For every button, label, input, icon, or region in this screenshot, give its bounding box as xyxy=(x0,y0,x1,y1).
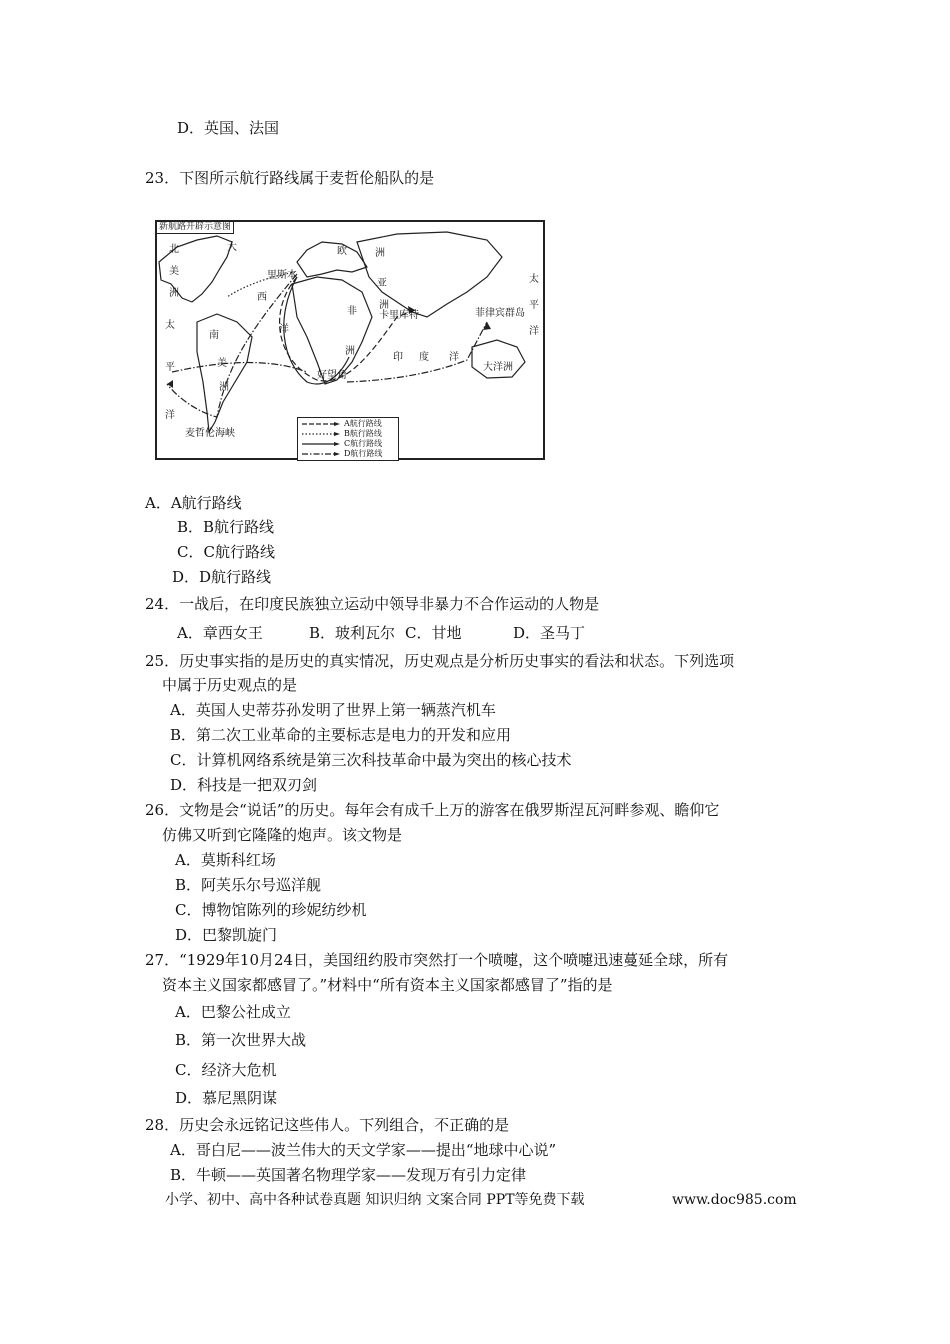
label-zhou4: 洲 xyxy=(379,300,389,311)
q27-option-a: A．巴黎公社成立 xyxy=(175,1003,291,1021)
q28-option-a: A．哥白尼——波兰伟大的天文学家——提出“地球中心说” xyxy=(170,1141,557,1159)
label-kalikate: 卡里库特 xyxy=(379,310,419,321)
europe-outline xyxy=(297,242,367,277)
q26-stem-line1: 26．文物是会“说话”的历史。每年会有成千上万的游客在俄罗斯涅瓦河畔参观、瞻仰它 xyxy=(145,801,720,819)
q24-option-d: D．圣马丁 xyxy=(513,624,586,642)
label-ou: 欧 xyxy=(337,246,347,257)
footer-text: 小学、初中、高中各种试卷真题 知识归纳 文案合同 PPT等免费下载 xyxy=(165,1192,585,1208)
q23-stem: 23．下图所示航行路线属于麦哲伦船队的是 xyxy=(145,169,435,187)
label-yang1: 洋 xyxy=(165,410,175,421)
label-maizhelun: 麦哲伦海峡 xyxy=(185,428,235,439)
q27-stem-line2: 资本主义国家都感冒了。”材料中“所有资本主义国家都感冒了”指的是 xyxy=(162,976,613,994)
q25-stem-line1: 25．历史事实指的是历史的真实情况，历史观点是分析历史事实的看法和状态。下列选项 xyxy=(145,652,735,670)
map-title: 新航路开辟示意图 xyxy=(157,222,234,234)
q28-stem: 28．历史会永远铭记这些伟人。下列组合，不正确的是 xyxy=(145,1116,510,1134)
label-zhou2: 洲 xyxy=(219,382,229,393)
q27-option-d: D．慕尼黑阴谋 xyxy=(175,1089,278,1107)
label-haowangjiao: 好望角 xyxy=(317,370,347,381)
q24-option-a: A．章西女王 xyxy=(177,624,263,642)
legend-c: C航行路线 xyxy=(344,439,383,448)
q24-option-b: B．玻利瓦尔 xyxy=(309,624,396,642)
label-fei: 非 xyxy=(347,306,357,317)
label-yang2: 洋 xyxy=(279,324,289,335)
q23-option-c: C．C航行路线 xyxy=(177,543,275,561)
q26-option-a: A．莫斯科红场 xyxy=(175,851,276,869)
q25-option-b: B．第二次工业革命的主要标志是电力的开发和应用 xyxy=(170,726,512,744)
africa-outline xyxy=(292,277,372,384)
legend-b: B航行路线 xyxy=(344,429,382,438)
legend-d: D航行路线 xyxy=(344,449,383,458)
label-mei2: 美 xyxy=(217,358,227,369)
route-d-line xyxy=(167,274,487,417)
q26-stem-line2: 仿佛又听到它隆隆的炮声。该文物是 xyxy=(162,826,403,844)
label-lisiben: 里斯本 xyxy=(267,270,297,281)
label-feilvbin: 菲律宾群岛 xyxy=(475,308,525,319)
q26-option-c: C．博物馆陈列的珍妮纺纱机 xyxy=(175,901,367,919)
label-ping2: 平 xyxy=(529,300,539,311)
map-legend xyxy=(297,417,399,461)
label-bei: 北 xyxy=(169,244,179,255)
footer-url[interactable]: www.doc985.com xyxy=(672,1192,797,1208)
label-ping1: 平 xyxy=(165,362,175,373)
q23-option-a: A．A航行路线 xyxy=(145,494,242,512)
label-zhou3: 洲 xyxy=(375,248,385,259)
q26-option-d: D．巴黎凯旋门 xyxy=(175,926,278,944)
q24-option-c: C．甘地 xyxy=(405,624,462,642)
q25-stem-line2: 中属于历史观点的是 xyxy=(162,676,298,694)
legend-a: A航行路线 xyxy=(344,419,382,428)
label-mei: 美 xyxy=(169,266,179,277)
south-america-outline xyxy=(197,314,252,432)
q24-stem: 24．一战后，在印度民族独立运动中领导非暴力不合作运动的人物是 xyxy=(145,595,600,613)
label-tai2: 太 xyxy=(529,274,539,285)
q27-option-c: C．经济大危机 xyxy=(175,1061,277,1079)
q23-option-b: B．B航行路线 xyxy=(177,518,275,536)
label-zhou5: 洲 xyxy=(345,346,355,357)
q27-option-b: B．第一次世界大战 xyxy=(175,1031,307,1049)
label-yang4: 洋 xyxy=(529,326,539,337)
label-nan: 南 xyxy=(209,330,219,341)
q25-option-a: A．英国人史蒂芬孙发明了世界上第一辆蒸汽机车 xyxy=(170,701,496,719)
q25-option-c: C．计算机网络系统是第三次科技革命中最为突出的核心技术 xyxy=(170,751,572,769)
label-yang3: 洋 xyxy=(449,352,459,363)
label-ya: 亚 xyxy=(377,278,387,289)
new-sea-routes-map xyxy=(155,220,545,460)
label-xi: 西 xyxy=(257,292,267,303)
label-tai1: 太 xyxy=(165,320,175,331)
label-da1: 大 xyxy=(227,242,237,253)
label-du: 度 xyxy=(419,352,429,363)
route-a-line xyxy=(280,277,415,381)
q28-option-b: B．牛顿——英国著名物理学家——发现万有引力定律 xyxy=(170,1166,527,1184)
label-yin: 印 xyxy=(393,352,403,363)
q25-option-d: D．科技是一把双刃剑 xyxy=(170,776,318,794)
label-zhou: 洲 xyxy=(169,288,179,299)
q27-stem-line1: 27．“1929年10月24日，美国纽约股市突然打一个喷嚏，这个喷嚏迅速蔓延全球，所有 xyxy=(145,951,729,969)
arrow-3 xyxy=(483,322,491,330)
q26-option-b: B．阿芙乐尔号巡洋舰 xyxy=(175,876,322,894)
q22-option-d: D．英国、法国 xyxy=(177,119,280,137)
q23-option-d: D．D航行路线 xyxy=(172,568,272,586)
label-dayangzhou: 大洋洲 xyxy=(483,362,513,373)
